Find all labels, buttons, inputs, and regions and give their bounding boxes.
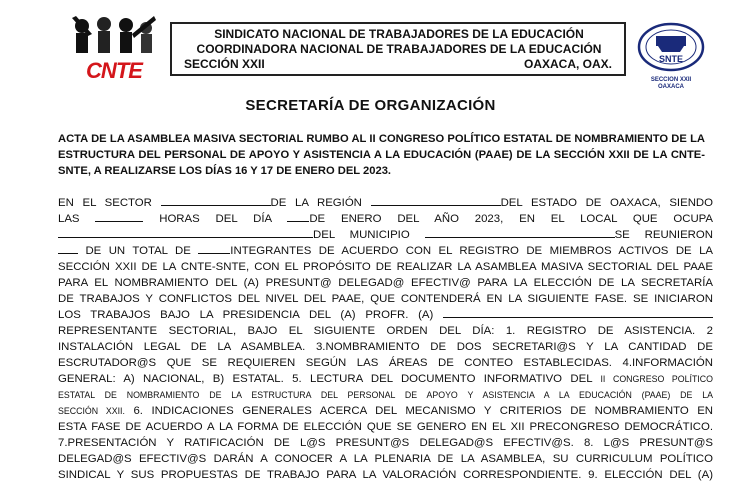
president-blank[interactable] [443, 307, 713, 318]
body-line-18: SINDICAL Y SUS PROPUESTAS DE TRABAJO PARA LA VALORACIÓN CORRESPONDIENTE. 9. ELECCIÓN DEL (A) [58, 469, 713, 481]
body-line-11: ESCRUTADOR@S QUE SE REQUIEREN SEGÚN LAS ÁREAS DE CONTEO ESTABLECIDAS. 4.INFORMACIÓN [58, 357, 713, 369]
snte-seal-icon [636, 22, 706, 72]
body-line-8: LOS TRABAJOS BAJO LA PRESIDENCIA DEL (A) PROFR. (A) [58, 307, 713, 323]
body-line-5: SECCIÓN XXII DE LA CNTE-SNTE, CON EL PROPÓSITO DE REALIZAR LA ASAMBLEA MASIVA SECTORIAL DEL PAAE [58, 261, 713, 273]
acta-body [58, 195, 713, 483]
body-line-10: INSTALACIÓN LEGAL DE LA ASAMBLEA. 3.NOMBRAMIENTO DE DOS SECRETARI@S Y LA CANTIDAD DE [58, 341, 713, 353]
letterhead-line-3 [180, 57, 618, 72]
cnte-figures-icon [68, 16, 158, 60]
body-line-1: EN EL SECTOR DE LA REGIÓN DEL ESTADO DE OAXACA, SIENDO [58, 197, 714, 209]
body-line-17: DELEGAD@S EFECTIV@S DARÁN A CONOCER A LA PLENARIA DE LA ASAMBLEA, SU CURRICULUM POLÍTICO [58, 453, 713, 465]
local-blank[interactable] [58, 227, 313, 238]
body-line-14: SECCIÓN XXII. 6. INDICACIONES GENERALES ACERCA DEL MECANISMO Y CRITERIOS DE NOMBRAMIENTO EN [58, 405, 714, 417]
body-line-4: DE UN TOTAL DE INTEGRANTES DE ACUERDO CON EL REGISTRO DE MIEMBROS ACTIVOS DE LA [58, 243, 713, 259]
body-line-12: GENERAL: A) NACIONAL, B) ESTATAL. 5. LECTURA DEL DOCUMENTO INFORMATIVO DEL II CONGRESO POLÍTICO [58, 373, 713, 385]
hours-blank[interactable] [95, 211, 143, 222]
document-title: SECRETARÍA DE ORGANIZACIÓN [245, 97, 496, 114]
sector-blank[interactable] [161, 195, 271, 206]
body-line-7: DE TRABAJOS Y CONFLICTOS DEL NIVEL DEL PAAE, QUE CONTENDERÁ EN LA SIGUIENTE FASE. SE INICIARON [58, 293, 713, 305]
body-line-13: ESTATAL DE NOMBRAMIENTO DE LA ESTRUCTURA DEL PERSONAL DE APOYO Y ASISTENCIA A LA EDUCACIÓN (PAAE) DE LA [58, 390, 713, 400]
snte-seal [636, 22, 706, 92]
day-blank[interactable] [287, 211, 309, 222]
snte-seal-text: SNTE [658, 54, 684, 64]
body-line-3: DEL MUNICIPIO SE REUNIERON [58, 227, 713, 243]
snte-seal-place: OAXACA [657, 84, 684, 90]
cnte-logo [64, 16, 160, 82]
letterhead-place: OAXACA, OAX. [523, 57, 612, 71]
letterhead-box [170, 22, 626, 76]
letterhead-line-2: COORDINADORA NACIONAL DE TRABAJADORES DE LA EDUCACIÓN [196, 42, 602, 56]
letterhead-section: SECCIÓN XXII [184, 57, 265, 71]
snte-seal-section: SECCION XXII [650, 77, 692, 83]
attendees-blank[interactable] [58, 243, 78, 254]
body-line-9: REPRESENTANTE SECTORIAL, BAJO EL SIGUIENTE ORDEN DEL DÍA: 1. REGISTRO DE ASISTENCIA. 2 [58, 325, 713, 337]
body-line-15: ESTA FASE DE ACUERDO A LA FORMA DE ELECCIÓN QUE SE GENERO EN EL XII PRECONGRESO DEMOCRÁTICO. [58, 421, 713, 433]
body-line-16: 7.PRESENTACIÓN Y RATIFICACIÓN DE L@S PRESUNT@S DELEGAD@S EFECTIV@S. 8. L@S PRESUNT@S [58, 437, 713, 449]
body-line-2: LAS HORAS DEL DÍA DE ENERO DEL AÑO 2023, EN EL LOCAL QUE OCUPA [58, 213, 714, 225]
municipio-blank[interactable] [425, 227, 615, 238]
body-line-6: PARA EL NOMBRAMIENTO DEL (A) PRESUNT@ DELEGAD@ EFECTIV@ PARA LA ELECCIÓN DE LA SECRETARÍA [58, 277, 713, 289]
total-blank[interactable] [198, 243, 230, 254]
acta-heading: ACTA DE LA ASAMBLEA MASIVA SECTORIAL RUMBO AL II CONGRESO POLÍTICO ESTATAL DE NOMBRAMIENTO DE LA ESTRUCTURA DEL PERSONAL DE APOYO Y ASISTENCIA A LA EDUCACIÓN (PAAE) DE LA SECCIÓN XXII DE LA CNTE-SNTE, A REALIZARSE LOS DÍAS 16 Y 17 DE ENERO DEL 2023. [58, 133, 705, 177]
letterhead-line-1: SINDICATO NACIONAL DE TRABAJADORES DE LA EDUCACIÓN [214, 27, 584, 41]
region-blank[interactable] [371, 195, 501, 206]
cnte-logo-text: CNTE [86, 58, 142, 83]
